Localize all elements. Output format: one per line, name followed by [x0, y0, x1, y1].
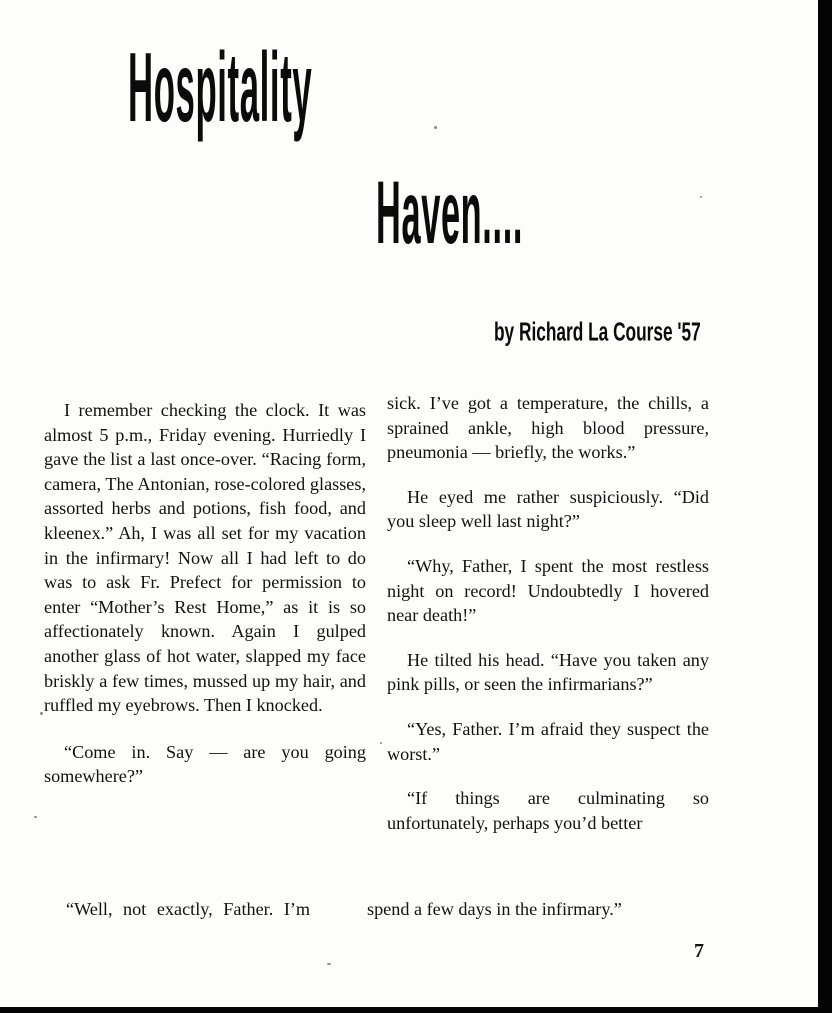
page-number: 7	[694, 940, 704, 962]
article-title-line-1: Hospitality	[128, 31, 313, 142]
article-byline: by Richard La Course '57	[494, 318, 701, 348]
bottom-line-right-text: spend a few days in the infirmary.”	[367, 899, 622, 919]
right-text-column	[387, 391, 709, 835]
paragraph: I remember checking the clock. It was almost 5 p.m., Friday evening. Hurriedly I gave the list a last once-over. “Racing form, camera, The Antonian, rose-colored glasses, assorted herbs and potions, fish food, and kleenex.” Ah, I was all set for my vacation in the infirmary! Now all I had left to do was to ask Fr. Prefect for permission to enter “Mother’s Rest Home,” as it is so affectionately known. Again I gulped another glass of hot water, slapped my face briskly a few times, mussed up my hair, and ruffled my eyebrows. Then I knocked.	[44, 400, 366, 716]
print-speck	[34, 816, 37, 818]
paragraph: He eyed me rather suspiciously. “Did you sleep well last night?”	[387, 486, 709, 532]
paragraph: He tilted his head. “Have you taken any pink pills, or seen the infirmarians?”	[387, 649, 709, 695]
paragraph: “If things are culminating so unfortunately, perhaps you’d better	[387, 788, 709, 833]
paragraph: “Yes, Father. I’m afraid they suspect the worst.”	[387, 718, 709, 764]
page-edge-bottom	[0, 1007, 832, 1013]
paragraph: “Come in. Say — are you going somewhere?”	[44, 741, 366, 787]
bottom-text-line	[44, 897, 709, 921]
page-edge-right	[818, 0, 832, 1013]
paragraph: sick. I’ve got a temperature, the chills, a sprained ankle, high blood pressure, pneumonia — briefly, the works.”	[387, 393, 709, 463]
print-speck	[40, 712, 43, 715]
print-speck	[700, 196, 702, 198]
bottom-line-left-text: “Well, not exactly, Father. I’m	[66, 899, 311, 919]
print-speck	[327, 963, 331, 965]
left-text-column	[44, 398, 366, 789]
print-speck	[434, 126, 437, 129]
print-speck	[380, 742, 382, 744]
paragraph: “Why, Father, I spent the most restless night on record! Undoubtedly I hovered near death!”	[387, 555, 709, 626]
article-title-line-2: Haven....	[376, 163, 524, 264]
